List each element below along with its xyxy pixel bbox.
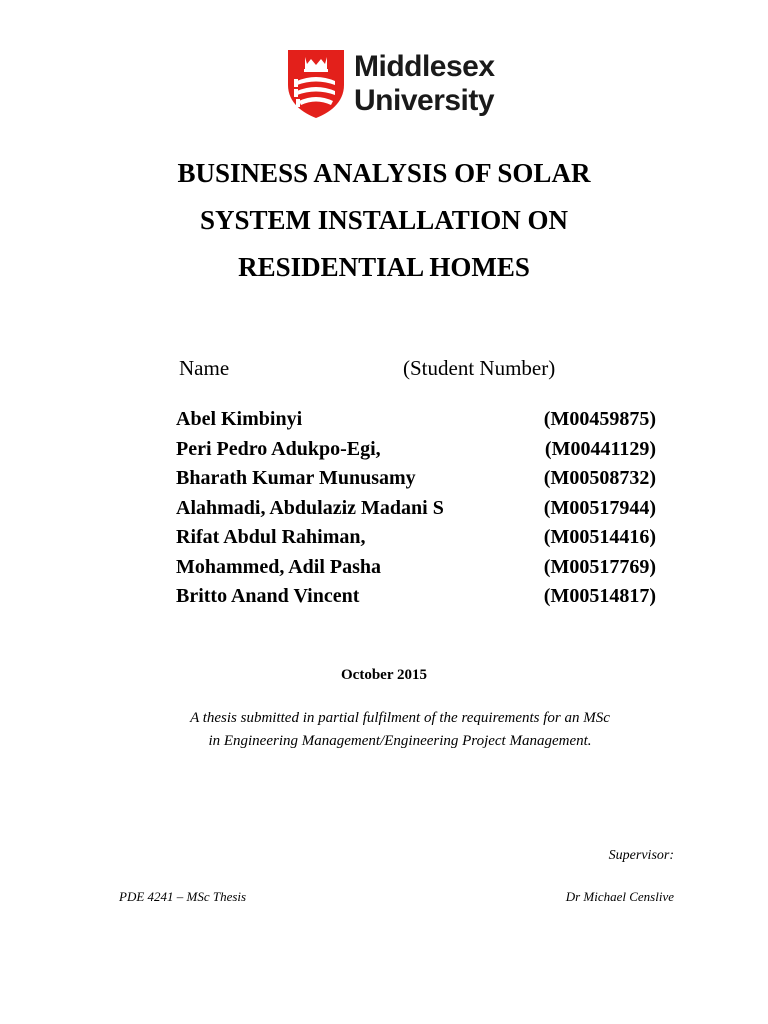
submission-date: October 2015 bbox=[341, 667, 427, 683]
student-number: (M00517944) bbox=[543, 496, 656, 519]
title-line: BUSINESS ANALYSIS OF SOLAR bbox=[177, 158, 591, 188]
student-name: Britto Anand Vincent bbox=[176, 585, 360, 607]
student-number: (M00517769) bbox=[543, 555, 656, 578]
student-name: Abel Kimbinyi bbox=[176, 408, 303, 430]
student-row bbox=[176, 405, 656, 435]
student-row bbox=[176, 523, 656, 553]
university-name-line1: Middlesex bbox=[354, 50, 495, 83]
student-row bbox=[176, 435, 656, 465]
student-name: Bharath Kumar Munusamy bbox=[176, 467, 416, 489]
student-number: (M00514817) bbox=[543, 585, 656, 607]
student-number: (M00508732) bbox=[543, 467, 656, 489]
student-number-column-header: (Student Number) bbox=[403, 356, 556, 380]
student-row bbox=[176, 582, 656, 612]
title-line: RESIDENTIAL HOMES bbox=[238, 252, 530, 282]
student-name: Mohammed, Adil Pasha bbox=[176, 555, 382, 578]
thesis-statement-line: A thesis submitted in partial fulfilment of the requirements for an MSc bbox=[190, 710, 610, 726]
university-shield-icon bbox=[287, 49, 345, 119]
student-number: (M00441129) bbox=[544, 437, 656, 460]
student-list bbox=[176, 405, 656, 612]
university-name bbox=[354, 50, 495, 118]
student-name: Rifat Abdul Rahiman, bbox=[176, 526, 366, 548]
university-name-line2: University bbox=[354, 84, 495, 117]
supervisor-label: Supervisor: bbox=[608, 848, 674, 863]
student-name: Alahmadi, Abdulaziz Madani S bbox=[176, 496, 444, 519]
student-name: Peri Pedro Adukpo-Egi, bbox=[176, 437, 381, 460]
supervisor-name: Dr Michael Censlive bbox=[565, 889, 674, 904]
document-title bbox=[0, 150, 768, 291]
student-row bbox=[176, 494, 656, 524]
student-number: (M00459875) bbox=[543, 408, 656, 430]
student-row bbox=[176, 553, 656, 583]
thesis-statement bbox=[0, 707, 768, 753]
course-code: PDE 4241 – MSc Thesis bbox=[119, 889, 247, 904]
title-line: SYSTEM INSTALLATION ON bbox=[199, 205, 569, 235]
student-row bbox=[176, 464, 656, 494]
thesis-statement-line: in Engineering Management/Engineering Project Management. bbox=[208, 733, 592, 749]
name-column-header: Name bbox=[179, 356, 230, 380]
university-logo bbox=[287, 49, 517, 121]
student-number: (M00514416) bbox=[543, 526, 656, 548]
